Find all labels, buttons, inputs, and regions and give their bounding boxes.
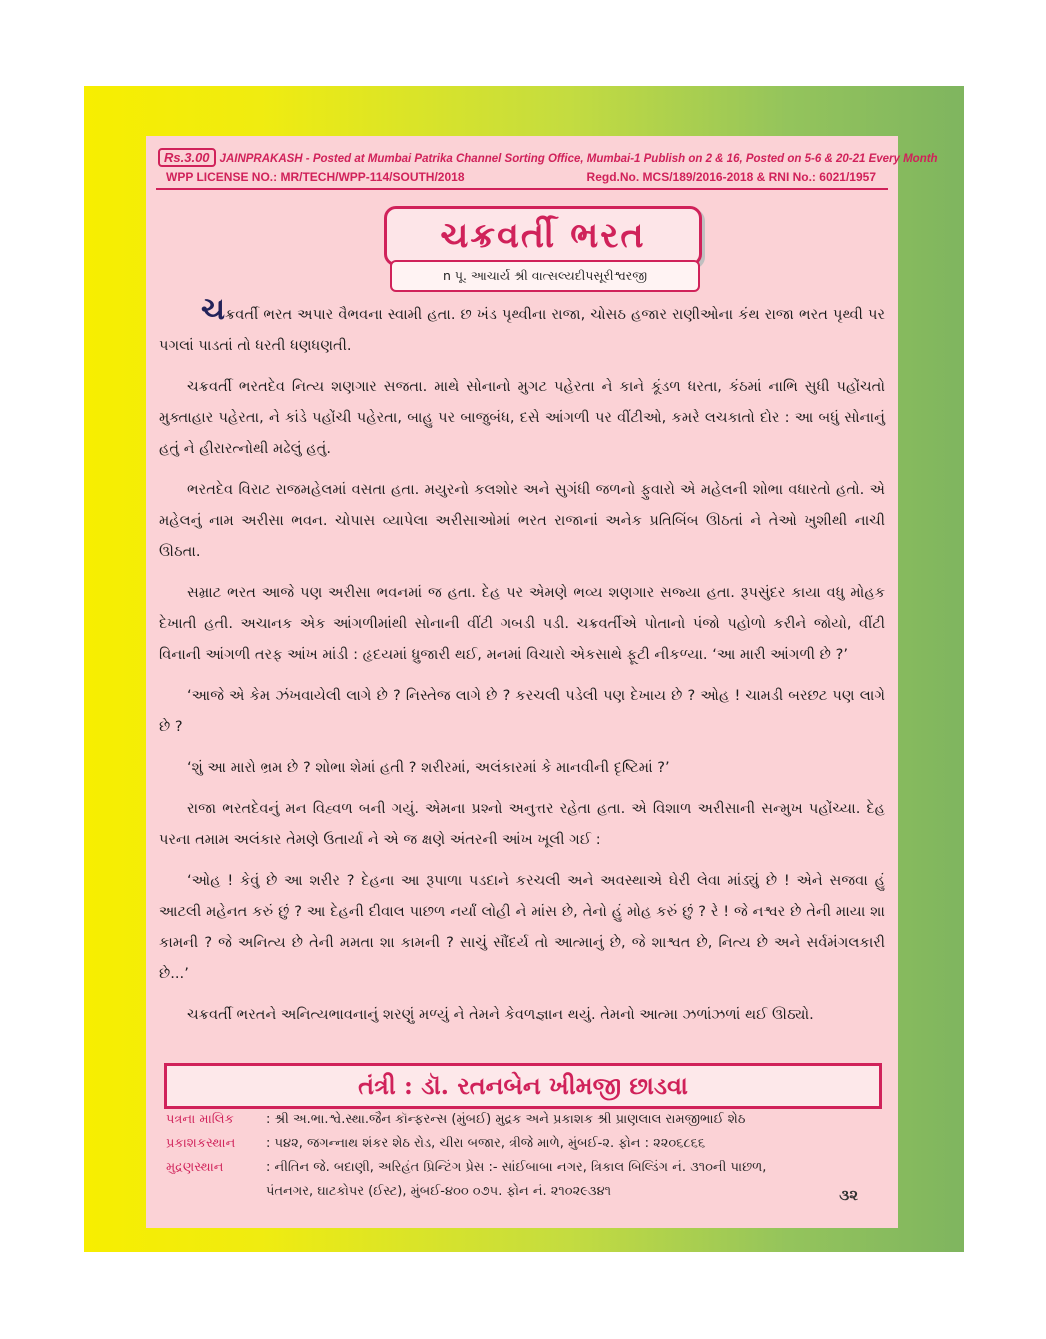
paragraph: સમ્રાટ ભરત આજે પણ અરીસા ભવનમાં જ હતા. દેહ પર એમણે ભવ્ય શણગાર સજ્યા હતા. રૂપસુંદર કાયા વધુ મોહક દેખાતી હતી. અચાનક એક આંગળીમાંથી સોનાની વીંટી ગબડી પડી. ચક્રવર્તીએ પોતાનો પંજો પહોળો કરીને જોયો, વીંટી વિનાની આંગળી તરફ આંખ માંડી : હૃદયમાં ધ્રુજારી થઈ, મનમાં વિચારો એકસાથે ફૂટી નીકળ્યા. ‘આ મારી આંગળી છે ?’ [159, 584, 885, 663]
price-badge: Rs.3.00 [158, 148, 216, 167]
editor-box: તંત્રી : ડૉ. રતનબેન ખીમજી છાડવા [164, 1063, 882, 1109]
paragraph: ચક્રવર્તી ભરત અપાર વૈભવના સ્વામી હતા. છ ખંડ પૃથ્વીના રાજા, ચોસઠ હજાર રાણીઓના કંથ રાજા ભરત પૃથ્વી પર પગલાં પાડતાં તો ધરતી ધણધણતી. [159, 292, 885, 354]
page-panel [146, 136, 938, 1228]
owner-label: પત્રના માલિક [166, 1112, 234, 1127]
article-body [159, 294, 885, 1040]
posting-text: JAINPRAKASH - Posted at Mumbai Patrika Channel Sorting Office, Mumbai-1 Publish on 2 & 16, Posted on 5-6 & 20-21 Every Month [219, 153, 938, 165]
owner-line [166, 1112, 745, 1127]
paragraph: રાજા ભરતદેવનું મન વિહ્વળ બની ગયું. એમના પ્રશ્નો અનુત્તર રહેતા હતા. એ વિશાળ અરીસાની સન્મુખ પહોંચ્યા. દેહ પરના તમામ અલંકાર તેમણે ઉતાર્યા ને એ જ ક્ષણે અંતરની આંખ ખૂલી ગઈ : [159, 800, 885, 848]
page-number: ૩૨ [839, 1186, 858, 1204]
press-line-2 [266, 1184, 611, 1199]
owner-value: : શ્રી અ.ભા.શ્વે.સ્થા.જૈન કૉન્ફરન્સ (મુંબઈ) મુદ્રક અને પ્રકાશક શ્રી પ્રાણલાલ રામજીભાઈ શેઠ [266, 1112, 746, 1127]
paragraph: ભરતદેવ વિરાટ રાજમહેલમાં વસતા હતા. મયુરનો કલશોર અને સુગંધી જળનો ફુવારો એ મહેલની શોભા વધારતો હતો. એ મહેલનું નામ અરીસા ભવન. ચોપાસ વ્યાપેલા અરીસાઓમાં ભરત રાજાનાં અનેક પ્રતિબિંબ ઊઠતાં ને તેઓ ખુશીથી નાચી ઊઠતા. [159, 481, 885, 560]
header-registration-line [166, 170, 888, 184]
header-divider [156, 188, 888, 190]
place-value: : ૫૪૨, જગન્નાથ શંકર શેઠ રોડ, ચીરા બજાર, ત્રીજે માળે, મુંબઈ-૨. ફોન : ૨૨૦૬૮૬૬ [266, 1136, 706, 1151]
paragraph: ‘શું આ મારો ભ્રમ છે ? શોભા શેમાં હતી ? શરીરમાં, અલંકારમાં કે માનવીની દૃષ્ટિમાં ?’ [187, 759, 670, 776]
paragraph: ‘ઓહ ! કેવું છે આ શરીર ? દેહના આ રૂપાળા પડદાને કરચલી અને અવસ્થાએ ઘેરી લેવા માંડ્યું છે ! એને સજવા હું આટલી મહેનત કરું છું ? આ દેહની દીવાલ પાછળ નર્યાં લોહી ને માંસ છે, તેનો હું મોહ કરું છું ? રે ! જે નશ્વર છે તેની માયા શા કામની ? જે અનિત્ય છે તેની મમતા શા કામની ? સાચું સૌંદર્ય તો આત્માનું છે, જે શાશ્વત છે, નિત્ય છે અને સર્વમંગલકારી છે...’ [159, 872, 885, 982]
paragraph: ચક્રવર્તી ભરતને અનિત્યભાવનાનું શરણું મળ્યું ને તેમને કેવળજ્ઞાન થયું. તેમનો આત્મા ઝળાંઝળાં થઈ ઊઠ્યો. [187, 1006, 814, 1023]
press-value-2: પંતનગર, ઘાટકોપર (ઈસ્ટ), મુંબઈ-૪૦૦ ૦૭૫. ફોન નં. ૨૧૦૨૯૩૪૧ [266, 1184, 612, 1199]
license-number: WPP LICENSE NO.: MR/TECH/WPP-114/SOUTH/2018 [166, 170, 465, 184]
publisher-place-line [166, 1136, 705, 1151]
registration-number: Regd.No. MCS/189/2016-2018 & RNI No.: 6021/1957 [586, 170, 876, 184]
paragraph: ‘આજે એ કેમ ઝંખવાયેલી લાગે છે ? નિસ્તેજ લાગે છે ? કરચલી પડેલી પણ દેખાય છે ? ઓહ ! ચામડી બરછટ પણ લાગે છે ? [159, 687, 885, 735]
article-author: n પૂ. આચાર્ય શ્રી વાત્સલ્યદીપસૂરીશ્વરજી [390, 260, 700, 292]
press-value: : નીતિન જે. બદાણી, અરિહંત પ્રિન્ટિંગ પ્રેસ :- સાંઈબાબા નગર, ત્રિકાલ બિલ્ડિંગ નં. ૩૧૦ની પાછળ, [266, 1160, 767, 1175]
press-label: મુદ્રણસ્થાન [166, 1160, 224, 1175]
paragraph: ચક્રવર્તી ભરતદેવ નિત્ય શણગાર સજતા. માથે સોનાનો મુગટ પહેરતા ને કાને કૂંડળ ધરતા, કંઠમાં નાભિ સુધી પહોંચતો મુક્તાહાર પહેરતા, ને કાંડે પહોંચી પહેરતા, બાહુ પર બાજુબંધ, દસે આંગળી પર વીંટીઓ, કમરે લચકાતો દોર : આ બધું સોનાનું હતું ને હીરારત્નોથી મઢેલું હતું. [159, 378, 885, 457]
place-label: પ્રકાશકસ્થાન [166, 1136, 236, 1151]
drop-cap: ચ [201, 292, 225, 327]
press-line [166, 1160, 766, 1175]
article-title: ચક્રવર્તી ભરત [384, 206, 702, 266]
header-posting-line [158, 148, 938, 167]
